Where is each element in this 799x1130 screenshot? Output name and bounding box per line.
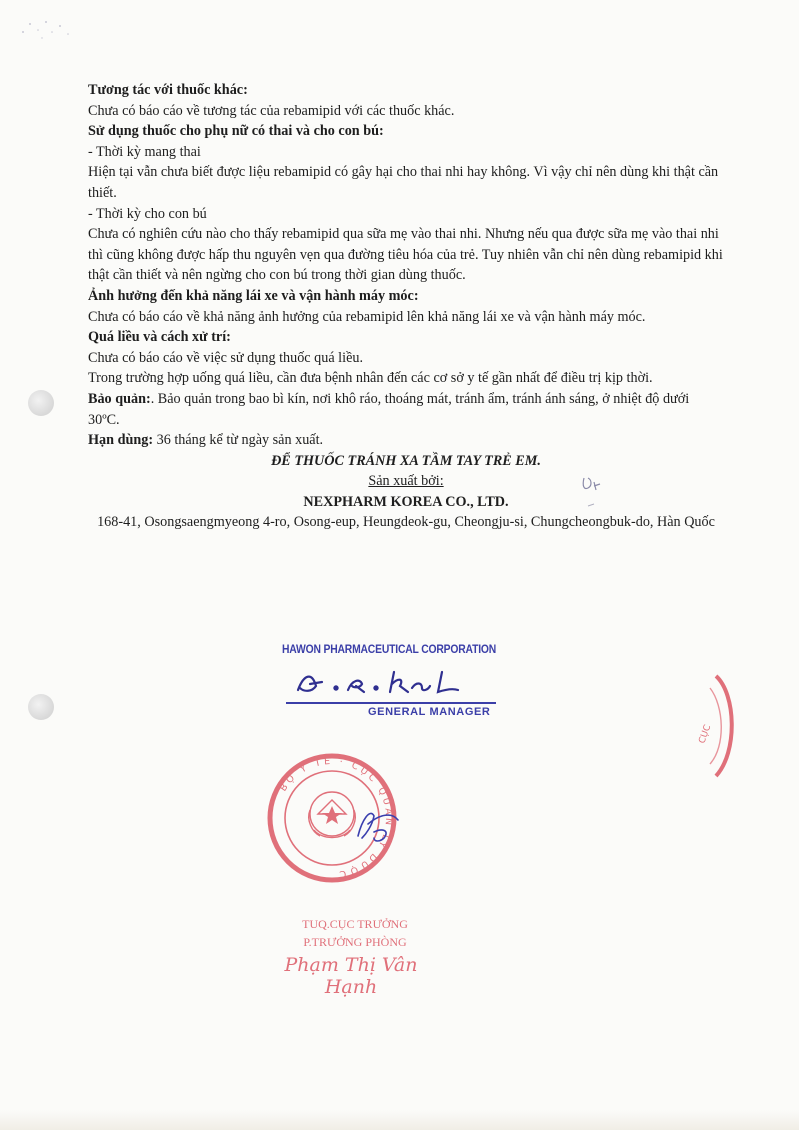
punch-hole-bottom xyxy=(28,694,54,720)
corporate-stamp xyxy=(282,644,502,718)
leaflet-text xyxy=(88,80,724,533)
interactions-heading: Tương tác với thuốc khác: xyxy=(88,82,248,98)
svg-text:CỤC: CỤC xyxy=(697,723,714,746)
manager-signature xyxy=(282,662,502,702)
overdose-text-2: Trong trường hợp uống quá liều, cần đưa bệnh nhân đến các cơ sở y tế gần nhất để điều trị kịp thời. xyxy=(88,370,653,387)
signatory-line-2: P.TRƯỞNG PHÒNG xyxy=(303,935,407,949)
manufacturer-address: 168-41, Osongsaengmyeong 4-ro, Osong-eup, Heungdeok-gu, Cheongju-si, Chungcheongbuk-do, Hàn Quốc xyxy=(97,514,715,531)
corporate-stamp-title: GENERAL MANAGER xyxy=(368,706,491,718)
handwritten-initial-mark xyxy=(578,472,608,512)
pregnancy-label: - Thời kỳ mang thai xyxy=(88,143,201,160)
scan-bottom-edge xyxy=(0,1110,799,1130)
storage-paragraph xyxy=(88,389,724,430)
interactions-text: Chưa có báo cáo về tương tác của rebamipid với các thuốc khác. xyxy=(88,102,455,119)
stamp-underline xyxy=(286,702,496,704)
lactation-text: Chưa có nghiên cứu nào cho thấy rebamipid qua sữa mẹ vào thai nhi. Nhưng nếu qua được sữa mẹ vào thai nhi thì cũng không được hấp thu nguyên vẹn qua đường tiêu hóa của trẻ. Tuy nhiên vẫn chỉ nên dùng rebamipid khi thật cần thiết và nên ngừng cho con bú trong thời gian dùng thuốc. xyxy=(88,226,723,284)
official-red-seal xyxy=(262,750,412,900)
storage-text: . Bảo quản trong bao bì kín, nơi khô ráo, thoáng mát, tránh ẩm, tránh ánh sáng, ở nhiệt độ dưới 30ºC. xyxy=(88,390,690,428)
expiry-text: 36 tháng kể từ ngày sản xuất. xyxy=(153,432,324,449)
child-warning: ĐỂ THUỐC TRÁNH XA TẦM TAY TRẺ EM. xyxy=(271,452,541,469)
overdose-heading: Quá liều và cách xử trí: xyxy=(88,329,231,346)
partial-red-seal-edge xyxy=(696,672,740,782)
overdose-text-1: Chưa có báo cáo về việc sử dụng thuốc quá liều. xyxy=(88,349,364,366)
signatory-line-1: TUQ.CỤC TRƯỞNG xyxy=(302,917,408,931)
punch-hole-top xyxy=(28,390,54,416)
pregnancy-text: Hiện tại vẫn chưa biết được liệu rebamipid có gây hại cho thai nhi hay không. Vì vậy chỉ nên dùng khi thật cần thiết. xyxy=(88,164,719,201)
signatory-name: Phạm Thị Vân Hạnh xyxy=(284,954,418,998)
lactation-label: - Thời kỳ cho con bú xyxy=(88,205,207,222)
seal-ring-text: BỘ Y TẾ · CỤC QUẢN LÝ DƯỢC xyxy=(277,755,395,880)
expiry-paragraph xyxy=(88,430,724,451)
manufacturer-label: Sản xuất bởi: xyxy=(368,473,444,490)
scan-speckle-mark xyxy=(18,14,78,44)
driving-text: Chưa có báo cáo về khả năng ảnh hưởng của rebamipid lên khả năng lái xe và vận hành máy móc. xyxy=(88,308,646,325)
expiry-heading: Hạn dùng: xyxy=(88,432,154,449)
storage-heading: Bảo quản: xyxy=(88,390,151,407)
manufacturer-name: NEXPHARM KOREA CO., LTD. xyxy=(303,493,509,510)
driving-heading: Ảnh hưởng đến khả năng lái xe và vận hành máy móc: xyxy=(88,287,419,304)
pregnancy-heading: Sử dụng thuốc cho phụ nữ có thai và cho con bú: xyxy=(88,123,384,140)
corporate-stamp-name: HAWON PHARMACEUTICAL CORPORATION xyxy=(282,644,497,656)
